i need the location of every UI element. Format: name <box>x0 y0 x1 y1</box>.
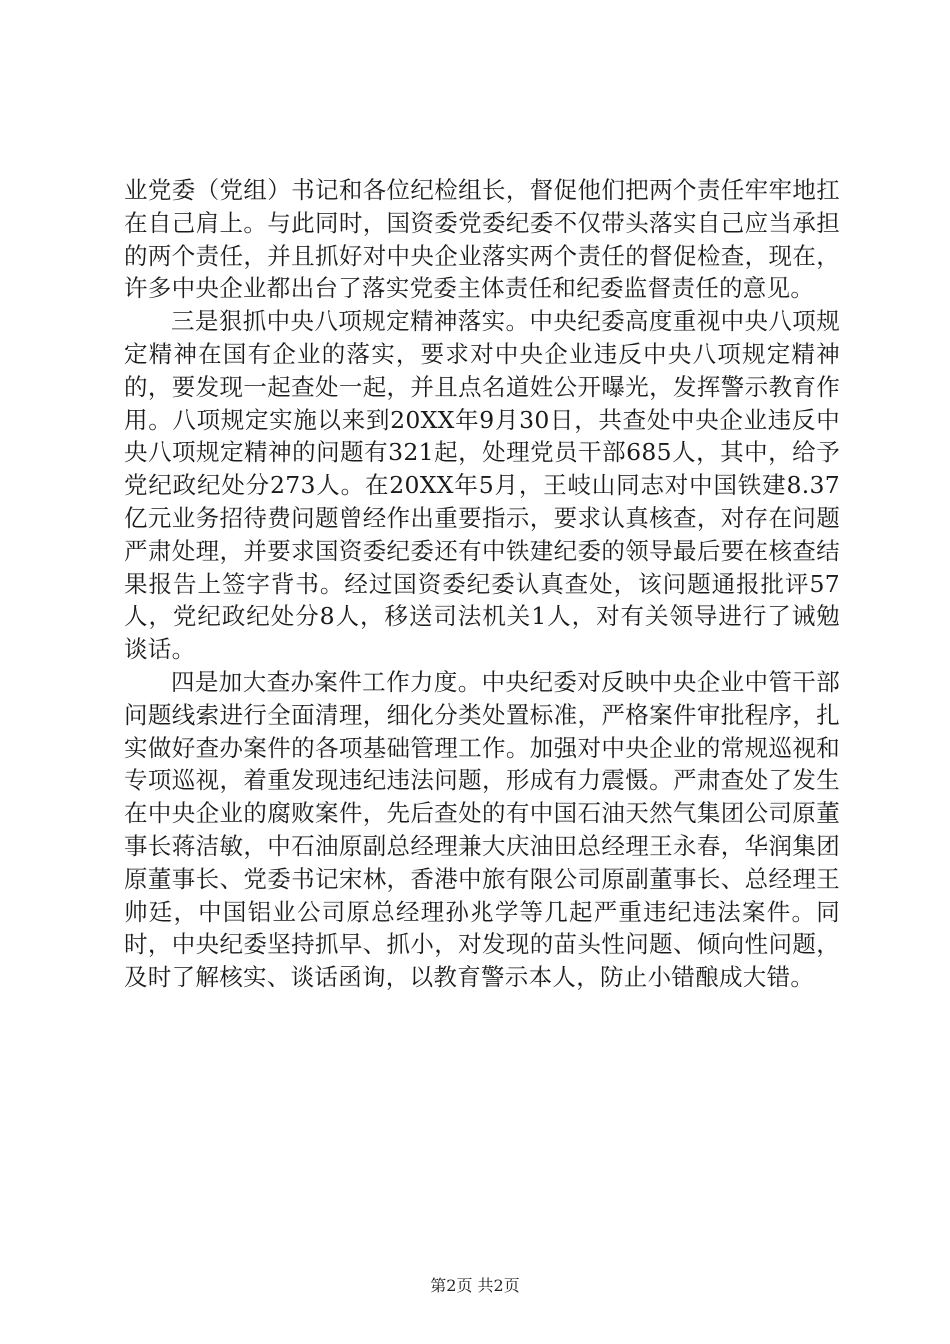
paragraph-3: 四是加大查办案件工作力度。中央纪委对反映中央企业中管干部问题线索进行全面清理，细化分类处置标准，严格案件审批程序，扎实做好查办案件的各项基础管理工作。加强对中央企业的常规巡视和专项巡视，着重发现违纪违法问题，形成有力震慑。严肃查处了发生在中央企业的腐败案件，先后查处的有中国石油天然气集团公司原董事长蒋洁敏，中石油原副总经理兼大庆油田总经理王永春，华润集团原董事长、党委书记宋林，香港中旅有限公司原副董事长、总经理王帅廷，中国铝业公司原总经理孙兆学等几起严重违纪违法案件。同时，中央纪委坚持抓早、抓小，对发现的苗头性问题、倾向性问题，及时了解核实、谈话函询，以教育警示本人，防止小错酿成大错。 <box>124 667 840 992</box>
document-body <box>124 174 840 994</box>
paragraph-1: 业党委（党组）书记和各位纪检组长，督促他们把两个责任牢牢地扛在自己肩上。与此同时，国资委党委纪委不仅带头落实自己应当承担的两个责任，并且抓好对中央企业落实两个责任的督促检查，现在，许多中央企业都出台了落实党委主体责任和纪委监督责任的意见。 <box>124 176 840 303</box>
paragraph-2: 三是狠抓中央八项规定精神落实。中央纪委高度重视中央八项规定精神在国有企业的落实，要求对中央企业违反中央八项规定精神的，要发现一起查处一起，并且点名道姓公开曝光，发挥警示教育作用。八项规定实施以来到20XX年9月30日，共查处中央企业违反中央八项规定精神的问题有321起，处理党员干部685人，其中，给予党纪政纪处分273人。在20XX年5月，王岐山同志对中国铁建8.37亿元业务招待费问题曾经作出重要指示，要求认真核查，对存在问题严肃处理，并要求国资委纪委还有中铁建纪委的领导最后要在核查结果报告上签字背书。经过国资委纪委认真查处，该问题通报批评57人，党纪政纪处分8人，移送司法机关1人，对有关领导进行了诫勉谈话。 <box>124 307 840 664</box>
page-footer: 第2页 共2页 <box>430 1276 520 1295</box>
